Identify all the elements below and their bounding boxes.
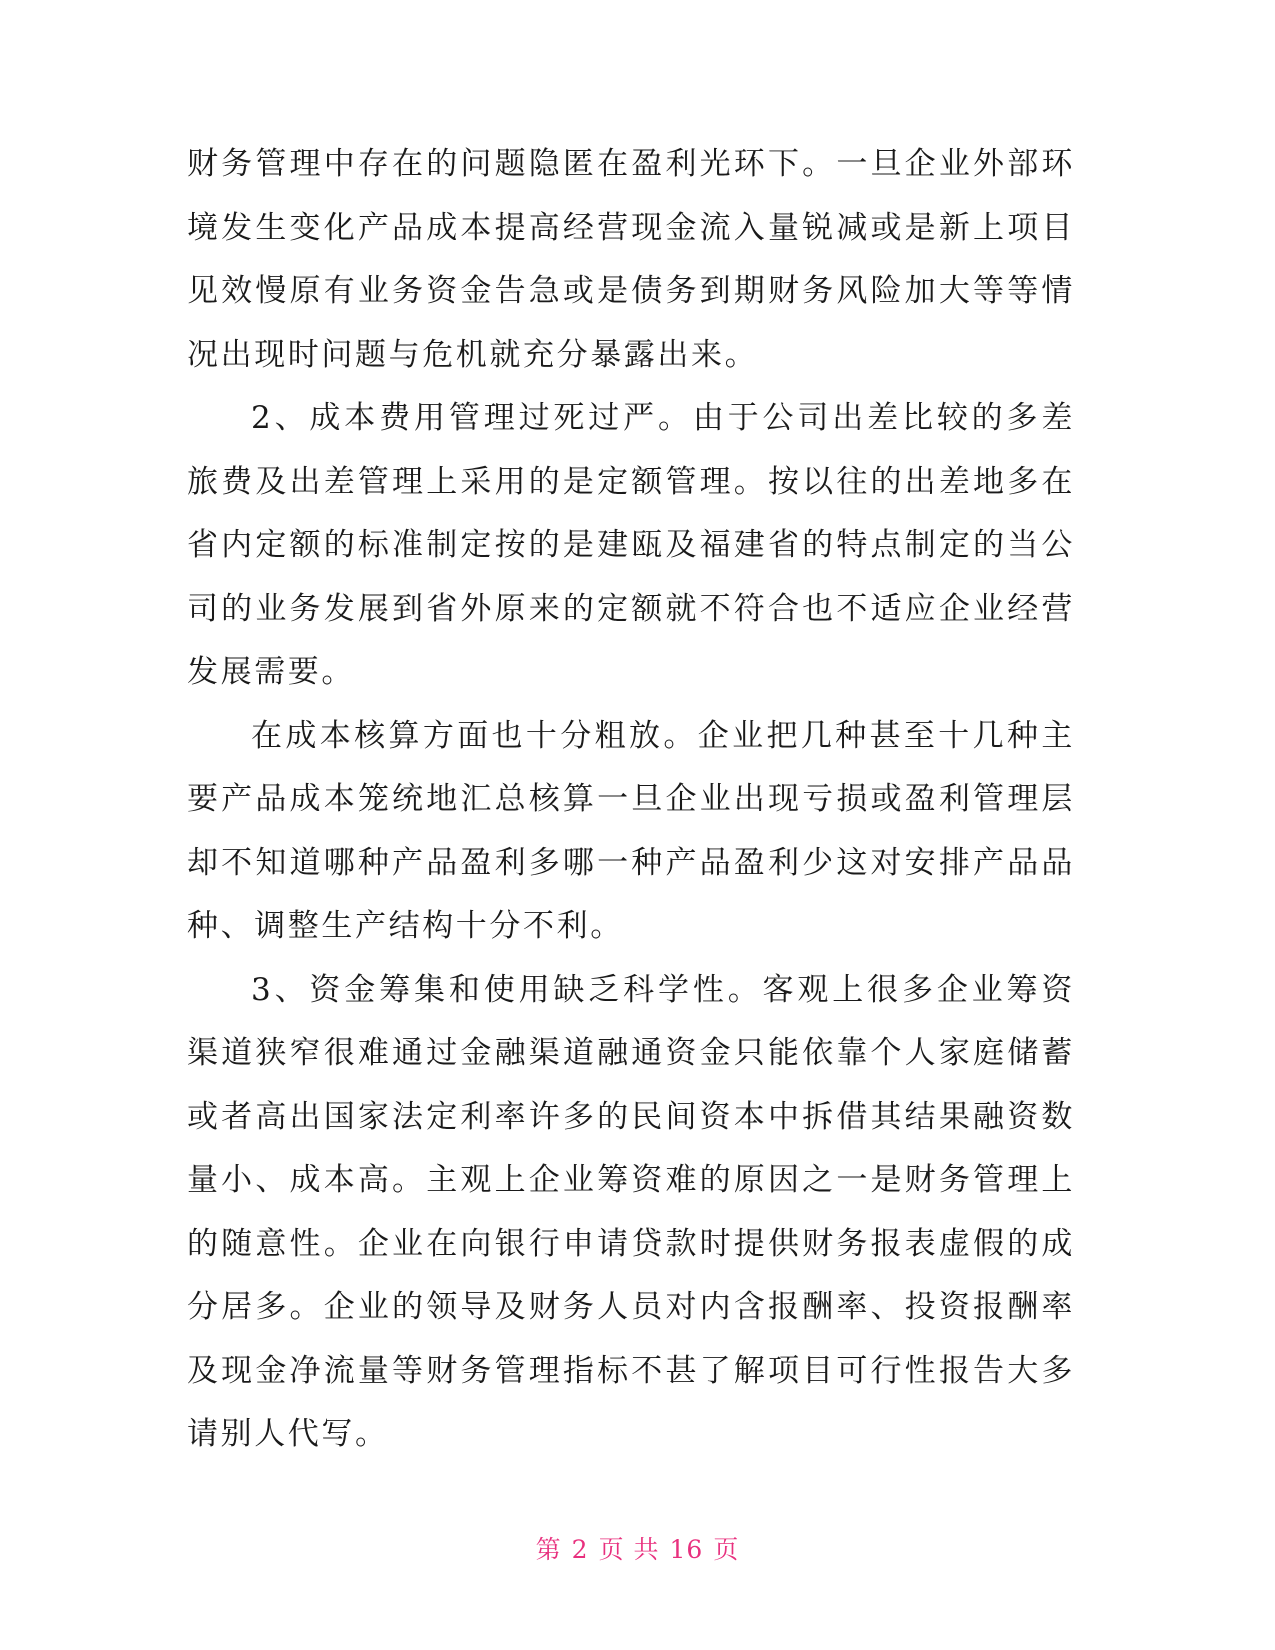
paragraph-1: 财务管理中存在的问题隐匿在盈利光环下。一旦企业外部环境发生变化产品成本提高经营现金流入量锐减或是新上项目见效慢原有业务资金告急或是债务到期财务风险加大等等情况出现时问题与危机就充分暴露出来。 (187, 146, 1075, 373)
footer-suffix: 页 (713, 1535, 740, 1564)
footer-middle: 页 共 (598, 1535, 660, 1564)
footer-page-number: 2 (571, 1535, 589, 1564)
footer-total-pages: 16 (669, 1535, 704, 1564)
body-text (187, 133, 1075, 1467)
paragraph-3: 在成本核算方面也十分粗放。企业把几种甚至十几种主要产品成本笼统地汇总核算一旦企业出现亏损或盈利管理层却不知道哪种产品盈利多哪一种产品盈利少这对安排产品品种、调整生产结构十分不利。 (187, 717, 1075, 944)
page-footer (0, 1530, 1275, 1566)
paragraph-2: 2、成本费用管理过死过严。由于公司出差比较的多差旅费及出差管理上采用的是定额管理。按以往的出差地多在省内定额的标准制定按的是建瓯及福建省的特点制定的当公司的业务发展到省外原来的定额就不符合也不适应企业经营发展需要。 (187, 400, 1075, 690)
footer-prefix: 第 (535, 1535, 562, 1564)
paragraph-4: 3、资金筹集和使用缺乏科学性。客观上很多企业筹资渠道狭窄很难通过金融渠道融通资金只能依靠个人家庭储蓄或者高出国家法定利率许多的民间资本中拆借其结果融资数量小、成本高。主观上企业筹资难的原因之一是财务管理上的随意性。企业在向银行申请贷款时提供财务报表虚假的成分居多。企业的领导及财务人员对内含报酬率、投资报酬率及现金净流量等财务管理指标不甚了解项目可行性报告大多请别人代写。 (187, 971, 1075, 1452)
